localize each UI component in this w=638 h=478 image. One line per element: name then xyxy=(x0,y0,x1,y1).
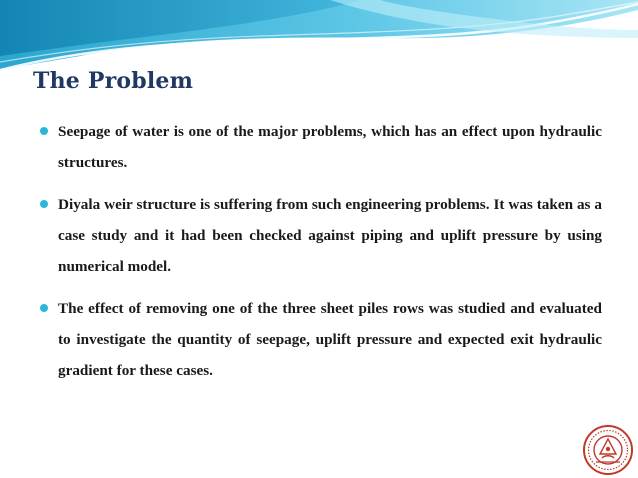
bullet-item-2 xyxy=(40,189,602,282)
bullet-list xyxy=(40,116,602,397)
institute-seal-icon xyxy=(582,424,634,476)
bullet-icon xyxy=(40,200,48,208)
bullet-item-1 xyxy=(40,116,602,178)
bullet-text-1: Seepage of water is one of the major problems, which has an effect upon hydraulic structures. xyxy=(58,123,602,171)
bullet-icon xyxy=(40,304,48,312)
bullet-item-3 xyxy=(40,293,602,386)
slide-title: The Problem xyxy=(33,68,194,94)
bullet-text-2: Diyala weir structure is suffering from such engineering problems. It was taken as a case study and it had been checked against piping and uplift pressure by using numerical model. xyxy=(58,196,602,275)
bullet-text-3: The effect of removing one of the three sheet piles rows was studied and evaluated to investigate the quantity of seepage, uplift pressure and expected exit hydraulic gradient for these cases. xyxy=(58,300,602,379)
bullet-icon xyxy=(40,127,48,135)
